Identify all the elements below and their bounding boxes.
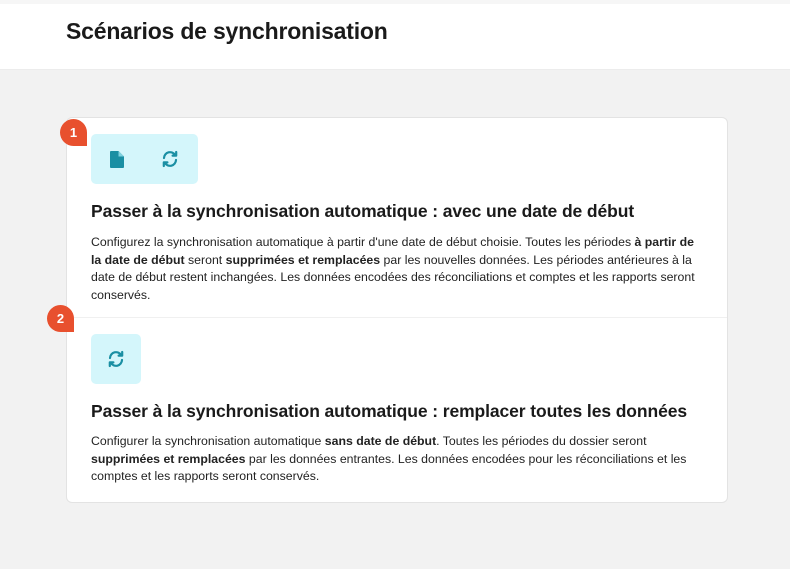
desc-bold: à partir de la date de début — [91, 235, 694, 267]
scenario-1-icons — [91, 134, 198, 184]
desc-bold: supprimées et remplacées — [91, 451, 246, 466]
top-bar — [0, 0, 790, 69]
desc-text: Configurer la synchronisation automatique — [91, 434, 325, 448]
desc-text: . Toutes les périodes du dossier seront — [436, 434, 647, 448]
sync-icon — [161, 150, 179, 168]
document-icon — [110, 151, 124, 168]
scenario-2-title: Passer à la synchronisation automatique : remplacer toutes les données — [91, 401, 687, 421]
scenario-2-icons — [91, 334, 141, 384]
desc-bold: sans date de début — [324, 434, 437, 448]
step-1-number: 1 — [69, 125, 78, 141]
scenario-2-description — [91, 433, 703, 486]
scenario-1-description — [91, 234, 703, 304]
page-title: Scénarios de synchronisation — [66, 18, 388, 44]
sync-icon — [107, 350, 125, 368]
desc-text: seront — [184, 252, 226, 267]
desc-text: par les données entrantes. Les données encodées pour les réconciliations et les comptes et les rapports seront conservés. — [91, 451, 687, 483]
top-strip — [0, 0, 790, 4]
step-2-number: 2 — [56, 311, 65, 327]
scenarios-card — [66, 117, 728, 503]
divider — [67, 317, 727, 318]
scenario-1-title: Passer à la synchronisation automatique : avec une date de début — [91, 201, 635, 221]
desc-bold: supprimées et remplacées — [225, 252, 381, 267]
step-2-badge — [47, 305, 74, 332]
step-1-badge — [60, 119, 87, 146]
desc-text: par les nouvelles données. Les périodes antérieures à la date de début restent inchangées. Les données encodées des réconciliations et comptes et les rapports seront conservés. — [91, 252, 695, 302]
desc-text: Configurez la synchronisation automatique à partir d'une date de début choisie. Toutes les périodes — [91, 235, 635, 249]
